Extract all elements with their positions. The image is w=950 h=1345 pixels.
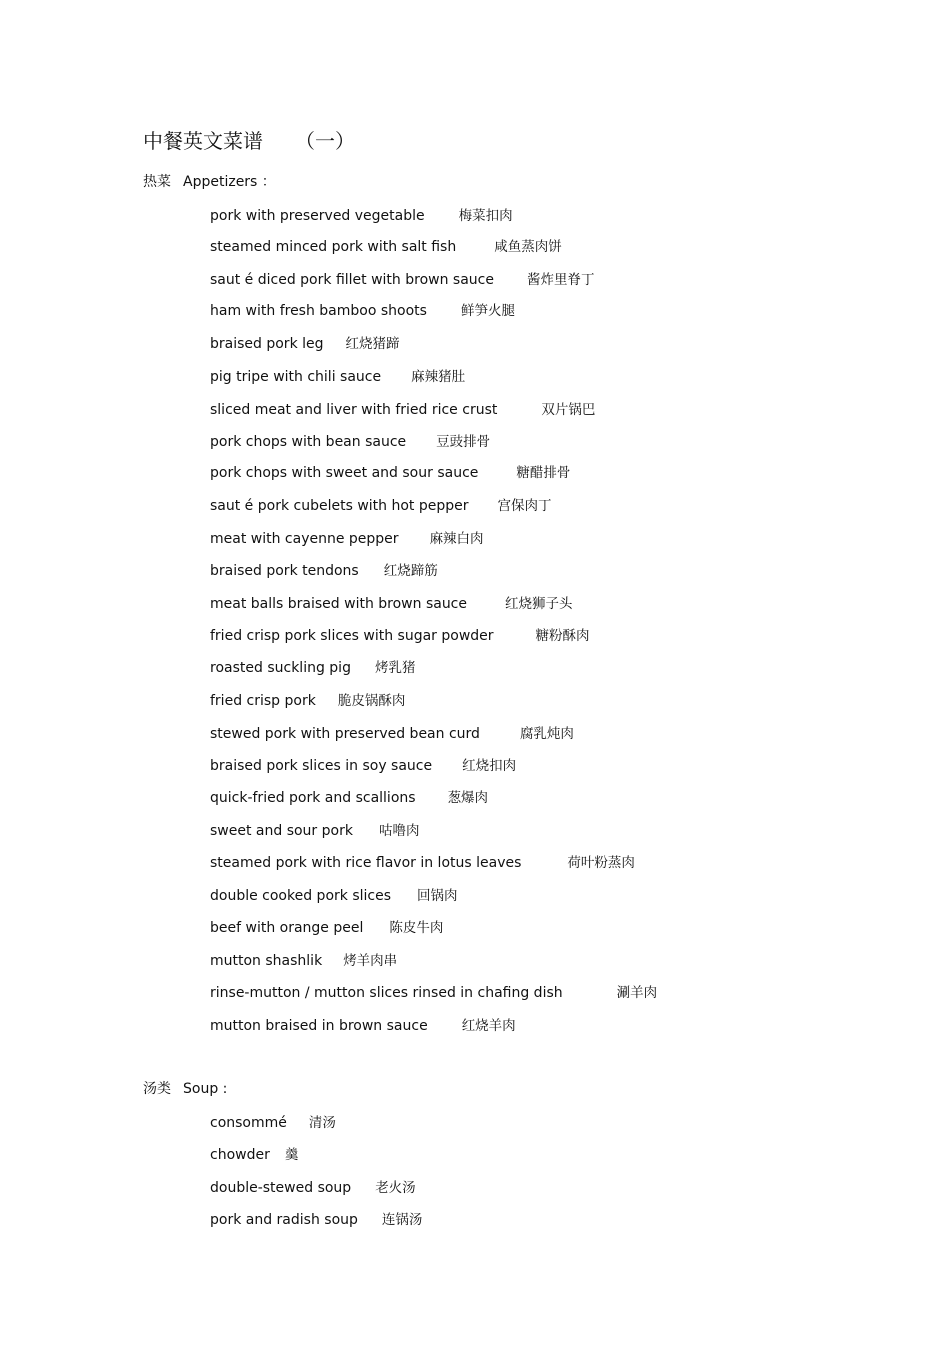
section-heading-appetizers xyxy=(143,172,276,192)
dish-name-en: steamed minced pork with salt fish xyxy=(210,239,457,255)
dish-name-zh: 咕噜肉 xyxy=(378,823,420,839)
dish-name-zh: 豆豉排骨 xyxy=(436,434,491,450)
dish-name-en: chowder xyxy=(210,1147,270,1163)
dish-name-zh: 连锅汤 xyxy=(381,1212,423,1228)
dish-name-en: saut é diced pork fillet with brown sauce xyxy=(210,272,494,288)
dish-name-zh: 酱炸里脊丁 xyxy=(526,272,595,288)
dish-name-en: consommé xyxy=(210,1115,287,1131)
dish-name-en: steamed pork with rice flavor in lotus leaves xyxy=(210,855,522,871)
list-item xyxy=(210,724,574,744)
dish-name-zh: 红烧扣肉 xyxy=(462,758,517,774)
dish-name-zh: 羹 xyxy=(284,1147,299,1163)
dish-name-zh: 糖粉酥肉 xyxy=(535,628,590,644)
dish-name-zh: 烤羊肉串 xyxy=(343,953,398,969)
list-item xyxy=(210,1145,298,1165)
list-item xyxy=(210,400,595,420)
list-item xyxy=(210,756,516,776)
list-item xyxy=(210,206,513,226)
list-item xyxy=(210,1016,516,1036)
list-item xyxy=(210,658,415,678)
list-item xyxy=(210,529,484,549)
dish-name-en: stewed pork with preserved bean curd xyxy=(210,726,480,742)
dish-name-en: meat balls braised with brown sauce xyxy=(210,596,467,612)
dish-name-zh: 涮羊肉 xyxy=(616,985,658,1001)
list-item xyxy=(210,886,458,906)
dish-name-zh: 糖醋排骨 xyxy=(516,465,571,481)
list-item xyxy=(210,691,405,711)
page-title xyxy=(143,126,355,156)
list-item xyxy=(210,1113,336,1133)
list-item xyxy=(210,594,573,614)
dish-name-en: pork and radish soup xyxy=(210,1212,358,1228)
dish-name-en: saut é pork cubelets with hot pepper xyxy=(210,498,469,514)
dish-name-en: braised pork slices in soy sauce xyxy=(210,758,433,774)
dish-name-zh: 葱爆肉 xyxy=(447,790,489,806)
list-item xyxy=(210,496,552,516)
title-suffix: （一） xyxy=(295,129,355,153)
section-heading-en: Appetizers ： xyxy=(183,174,276,190)
dish-name-zh: 双片锅巴 xyxy=(541,402,596,418)
dish-name-en: braised pork tendons xyxy=(210,563,359,579)
dish-name-en: rinse-mutton / mutton slices rinsed in chafing dish xyxy=(210,985,563,1001)
dish-name-en: sweet and sour pork xyxy=(210,823,353,839)
dish-name-zh: 回锅肉 xyxy=(417,888,458,904)
dish-name-zh: 老火汤 xyxy=(375,1180,416,1196)
dish-name-en: pig tripe with chili sauce xyxy=(210,369,382,385)
dish-name-en: roasted suckling pig xyxy=(210,660,351,676)
dish-name-en: quick-fried pork and scallions xyxy=(210,790,416,806)
dish-name-zh: 宫保肉丁 xyxy=(497,498,552,514)
dish-name-en: pork with preserved vegetable xyxy=(210,208,425,224)
dish-name-en: ham with fresh bamboo shoots xyxy=(210,303,427,319)
list-item xyxy=(210,237,562,257)
section-heading-soup xyxy=(143,1079,227,1099)
dish-name-zh: 脆皮锅酥肉 xyxy=(337,693,406,709)
dish-name-zh: 咸鱼蒸肉饼 xyxy=(494,239,562,255)
dish-name-zh: 鲜笋火腿 xyxy=(460,303,515,319)
list-item xyxy=(210,951,397,971)
dish-name-en: mutton shashlik xyxy=(210,953,323,969)
dish-name-zh: 红烧蹄筋 xyxy=(383,563,438,579)
list-item xyxy=(210,1210,422,1230)
dish-name-zh: 清汤 xyxy=(308,1115,336,1131)
dish-name-zh: 红烧猪蹄 xyxy=(345,336,400,352)
list-item xyxy=(210,301,515,321)
dish-name-en: pork chops with bean sauce xyxy=(210,434,407,450)
list-item xyxy=(210,626,590,646)
dish-name-zh: 陈皮牛肉 xyxy=(389,920,444,936)
dish-name-en: fried crisp pork slices with sugar powder xyxy=(210,628,494,644)
list-item xyxy=(210,788,488,808)
dish-name-en: meat with cayenne pepper xyxy=(210,531,399,547)
dish-name-en: sliced meat and liver with fried rice crust xyxy=(210,402,498,418)
dish-name-zh: 烤乳猪 xyxy=(374,660,416,676)
dish-name-en: pork chops with sweet and sour sauce xyxy=(210,465,479,481)
dish-name-en: braised pork leg xyxy=(210,336,324,352)
dish-name-zh: 梅菜扣肉 xyxy=(458,208,513,224)
dish-name-en: fried crisp pork xyxy=(210,693,316,709)
dish-name-en: double-stewed soup xyxy=(210,1180,352,1196)
dish-name-zh: 红烧羊肉 xyxy=(461,1018,516,1034)
list-item xyxy=(210,463,570,483)
list-item xyxy=(210,367,465,387)
list-item xyxy=(210,853,635,873)
section-heading-zh: 热菜 xyxy=(143,174,171,190)
dish-name-zh: 腐乳炖肉 xyxy=(519,726,574,742)
dish-name-zh: 麻辣白肉 xyxy=(429,531,484,547)
list-item xyxy=(210,918,443,938)
title-main: 中餐英文菜谱 xyxy=(143,129,263,153)
list-item xyxy=(210,1178,416,1198)
list-item xyxy=(210,334,400,354)
list-item xyxy=(210,270,594,290)
section-heading-zh: 汤类 xyxy=(143,1081,171,1097)
dish-name-en: beef with orange peel xyxy=(210,920,364,936)
list-item xyxy=(210,432,490,452)
list-item xyxy=(210,821,419,841)
dish-name-zh: 麻辣猪肚 xyxy=(411,369,466,385)
dish-name-zh: 红烧狮子头 xyxy=(505,596,573,612)
section-heading-en: Soup : xyxy=(183,1081,228,1097)
dish-name-en: double cooked pork slices xyxy=(210,888,391,904)
list-item xyxy=(210,983,657,1003)
list-item xyxy=(210,561,438,581)
dish-name-zh: 荷叶粉蒸肉 xyxy=(567,855,635,871)
dish-name-en: mutton braised in brown sauce xyxy=(210,1018,428,1034)
